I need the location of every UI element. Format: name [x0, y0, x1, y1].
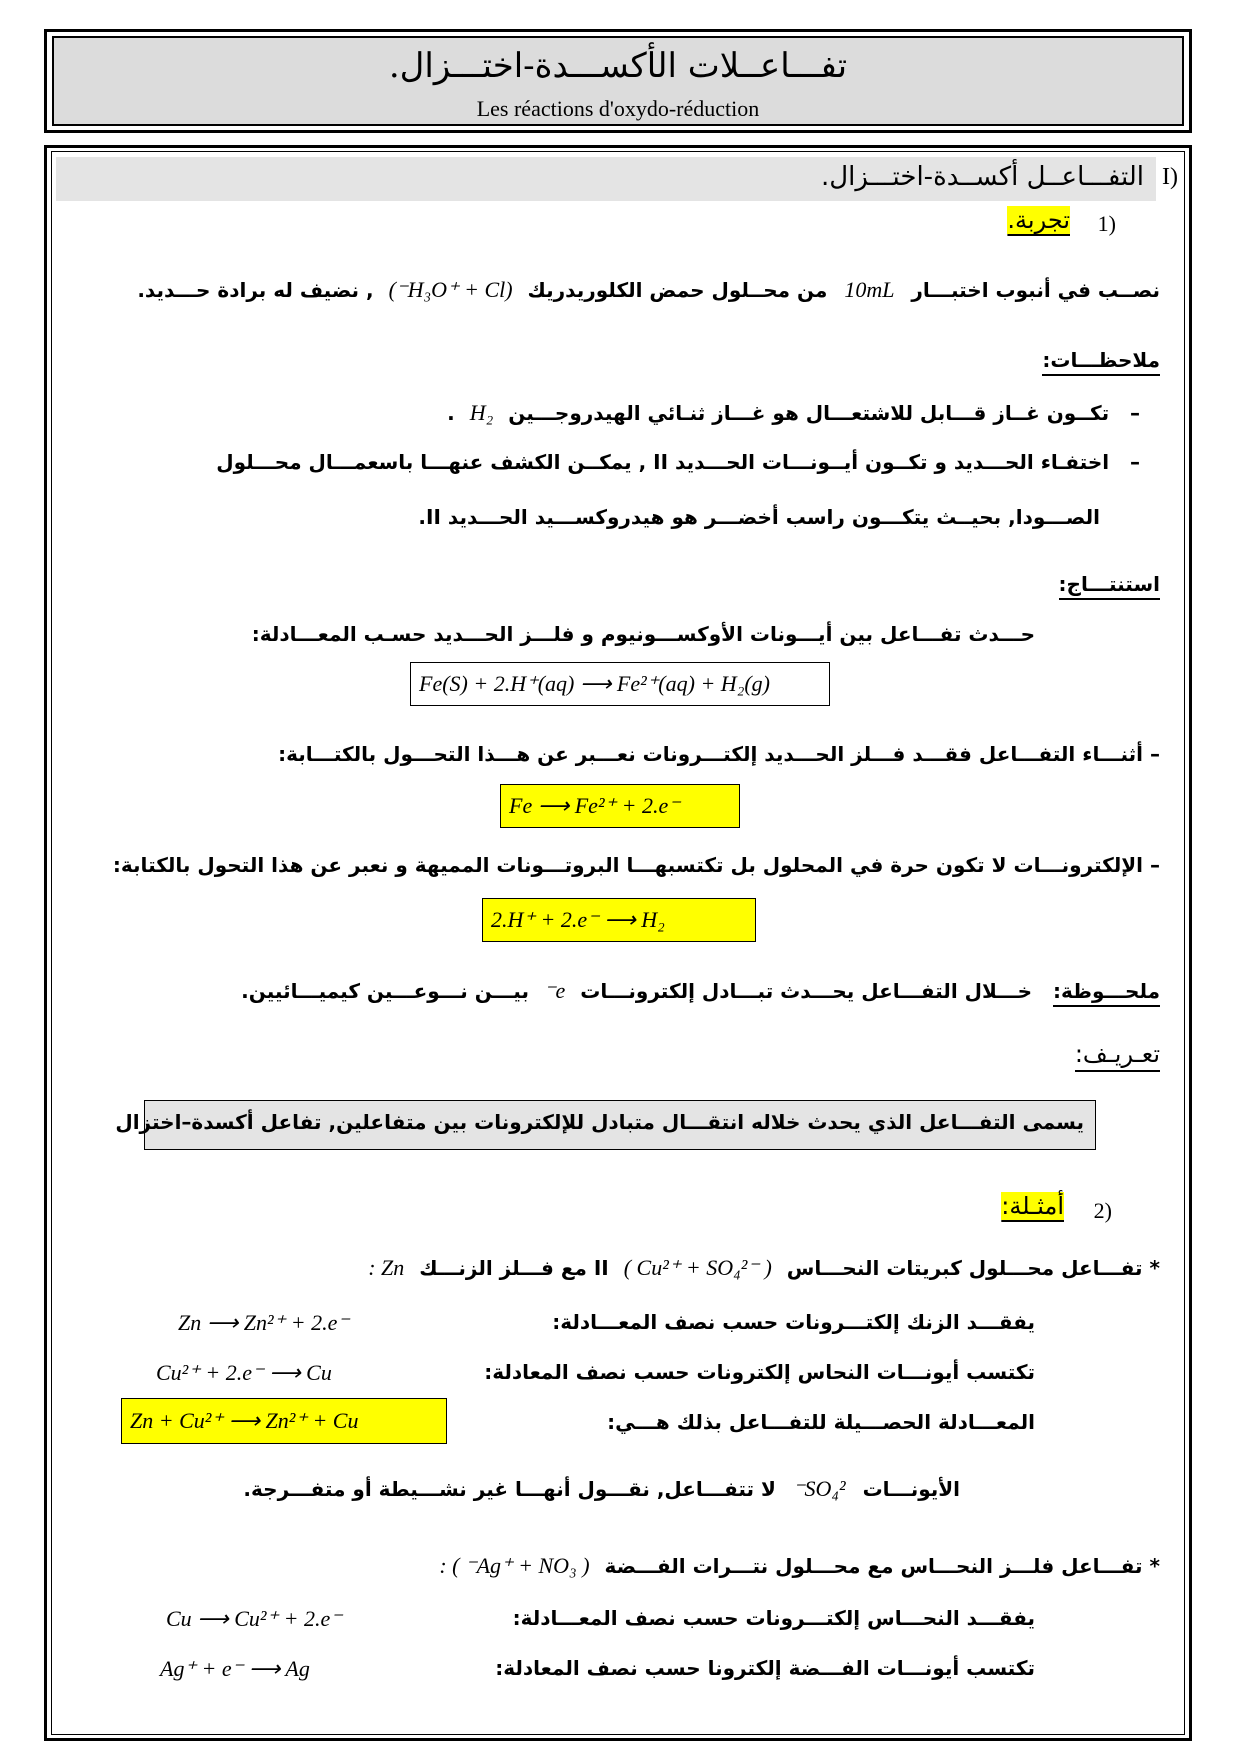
- observations-label: [1042, 348, 1160, 372]
- equation-hydrogen: 2.H⁺ + 2.e⁻ ⟶ H₂: [482, 898, 756, 942]
- example-2-line-2-text: تكتسب أيونـــات الفـــضة إلكترونا حسب نصف المعادلة:: [495, 1656, 1035, 1680]
- page-title-arabic: تفـــاعــلات الأكســـدة-اختـــزال.: [388, 46, 848, 86]
- example-1-line-3-text: المعـــادلة الحصـــيلة للتفـــاعل بذلك هـــي:: [607, 1410, 1035, 1434]
- spectator-text-b: لا تتفـــاعل, نقـــول أنهـــا غير نشـــيطة أو متفـــرجة.: [243, 1477, 776, 1501]
- note-paragraph: [241, 978, 1160, 1004]
- observation-2-continued: [418, 505, 1100, 529]
- example-2-line-2-eq: Ag⁺ + e⁻ ⟶ Ag: [160, 1656, 310, 1681]
- observation-1-text: تكــون غــاز قـــابل للاشتعـــال هو غـــاز ثنـائي الهيدروجـــين: [508, 401, 1110, 425]
- spectator-text-a: الأيونـــات: [862, 1477, 960, 1501]
- electron-text: – الإلكترونـــات لا تكون حرة في المحلول بل تكتسبهـــا البروتـــونات المميهة و نعبر عن هذا التحول بالكتابة:: [112, 853, 1160, 877]
- subsection-2-heading: [1001, 1192, 1064, 1220]
- silver-nitrate-formula: ( Ag⁺ + NO₃⁻ ) :: [439, 1553, 590, 1578]
- example-1-intro: [360, 1255, 1160, 1281]
- definition-label: [1075, 1040, 1160, 1068]
- zinc-symbol: Zn :: [368, 1255, 405, 1280]
- definition-text: يسمى التفـــاعل الذي يحدث خلاله انتقـــال متبادل للإلكترونات بين متفاعلين, تفاعل أكسدة–اختزال: [115, 1110, 1084, 1134]
- example-1-line-2-eq: Cu²⁺ + 2.e⁻ ⟶ Cu: [156, 1360, 332, 1385]
- experiment-text-a: نصــب في أنبوب اختبـــار: [911, 278, 1160, 302]
- experiment-paragraph: [137, 277, 1160, 303]
- conclusion-label-text: استنتـــاج:: [1059, 572, 1160, 600]
- example-2-line-1-eq: Cu ⟶ Cu²⁺ + 2.e⁻: [166, 1606, 342, 1631]
- observation-2: – اختفـاء الحـــديد و تكــون أيــونـــات الحـــديد II , يمكــن الكشف عنهـــا باسعمـــال محـــلول: [216, 450, 1140, 474]
- example-1-line-2-text: تكتسب أيونـــات النحاس إلكترونات حسب نصف المعادلة:: [484, 1360, 1035, 1384]
- example-1-line-1-eq: Zn ⟶ Zn²⁺ + 2.e⁻: [178, 1310, 349, 1335]
- observation-1: – تكــون غــاز قـــابل للاشتعـــال هو غـــاز ثنـائي الهيدروجـــين H₂ .: [447, 400, 1140, 425]
- subsection-1-heading: [1007, 206, 1070, 234]
- definition-label-text: تعـريـف:: [1075, 1040, 1160, 1072]
- example-2-line-1-text: يفقـــد النحـــاس إلكتـــرونات حسب نصف المعـــادلة:: [512, 1606, 1035, 1630]
- section-number: I): [1162, 164, 1178, 190]
- example-2-intro-a: * تفـــاعل فلـــز النحـــاس مع محـــلول نتـــرات الفـــضة: [604, 1554, 1160, 1578]
- note-label: ملحـــوظة:: [1053, 979, 1160, 1007]
- conclusion-text: حـــدث تفـــاعل بين أيـــونات الأوكســـونيوم و فلـــز الحـــديد حسـب المعـــادلة:: [251, 622, 1035, 646]
- volume-value: 10mL: [844, 277, 895, 302]
- experiment-text-b: من محــلول حمض الكلوريدريك: [527, 278, 828, 302]
- section-title: التفـــاعــل أكســدة-اختـــزال.: [820, 162, 1144, 192]
- example-1-intro-a: * تفـــاعل محـــلول كبريتات النحـــاس II: [593, 1256, 1160, 1280]
- experiment-text-c: , نضيف له برادة حـــديد.: [137, 278, 374, 302]
- hcl-formula: (H₃O⁺ + Cl⁻): [388, 277, 513, 302]
- equation-main: Fe(S) + 2.H⁺(aq) ⟶ Fe²⁺(aq) + H₂(g): [410, 662, 830, 706]
- page-title-french: Les réactions d'oxydo-réduction: [476, 96, 760, 121]
- spectator-ions-line: [243, 1476, 960, 1502]
- subsection-2-title: أمثـلة:: [1001, 1192, 1064, 1220]
- section-1-heading: [821, 162, 1144, 192]
- electron-symbol: e⁻: [543, 978, 566, 1003]
- note-text-b: بيـــن نـــوعـــين كيميـــائيين.: [241, 979, 529, 1003]
- observation-2-text: اختفـاء الحـــديد و تكــون أيــونـــات الحـــديد II , يمكــن الكشف عنهـــا باسعمـــال محـــلول: [216, 450, 1110, 474]
- observations-label-text: ملاحظـــات:: [1042, 348, 1160, 376]
- copper-sulfate-formula: ( Cu²⁺ + SO₄²⁻ ): [623, 1255, 772, 1280]
- observation-3-text: الصـــودا, بحيــث يتكـــون راسب أخضـــر هو هيدروكســـيد الحـــديد II.: [418, 505, 1100, 529]
- example-2-intro: [431, 1553, 1160, 1579]
- conclusion-label: [1059, 572, 1160, 596]
- iron-oxidation-text: – أثنـــاء التفـــاعل فقـــد فـــلز الحـــديد إلكتـــرونات نعـــبر عن هـــذا التحـــول بالكتـــابة:: [278, 742, 1160, 766]
- h2-symbol: H₂: [469, 400, 494, 425]
- equation-iron: Fe ⟶ Fe²⁺ + 2.e⁻: [500, 784, 740, 828]
- subsection-2-number: 2): [1093, 1198, 1112, 1223]
- example-1-overall-eq: Zn + Cu²⁺ ⟶ Zn²⁺ + Cu: [121, 1398, 447, 1444]
- subsection-number: 1): [1097, 211, 1116, 236]
- note-text-a: خـــلال التفـــاعل يحـــدث تبـــادل إلكترونـــات: [580, 979, 1033, 1003]
- sulfate-ion: SO₄²⁻: [792, 1476, 846, 1501]
- subsection-title: تجربة.: [1007, 206, 1070, 234]
- example-1-intro-b: مع فـــلز الزنـــك: [419, 1256, 587, 1280]
- example-1-line-1-text: يفقـــد الزنك إلكتـــرونات حسب نصف المعـــادلة:: [552, 1310, 1035, 1334]
